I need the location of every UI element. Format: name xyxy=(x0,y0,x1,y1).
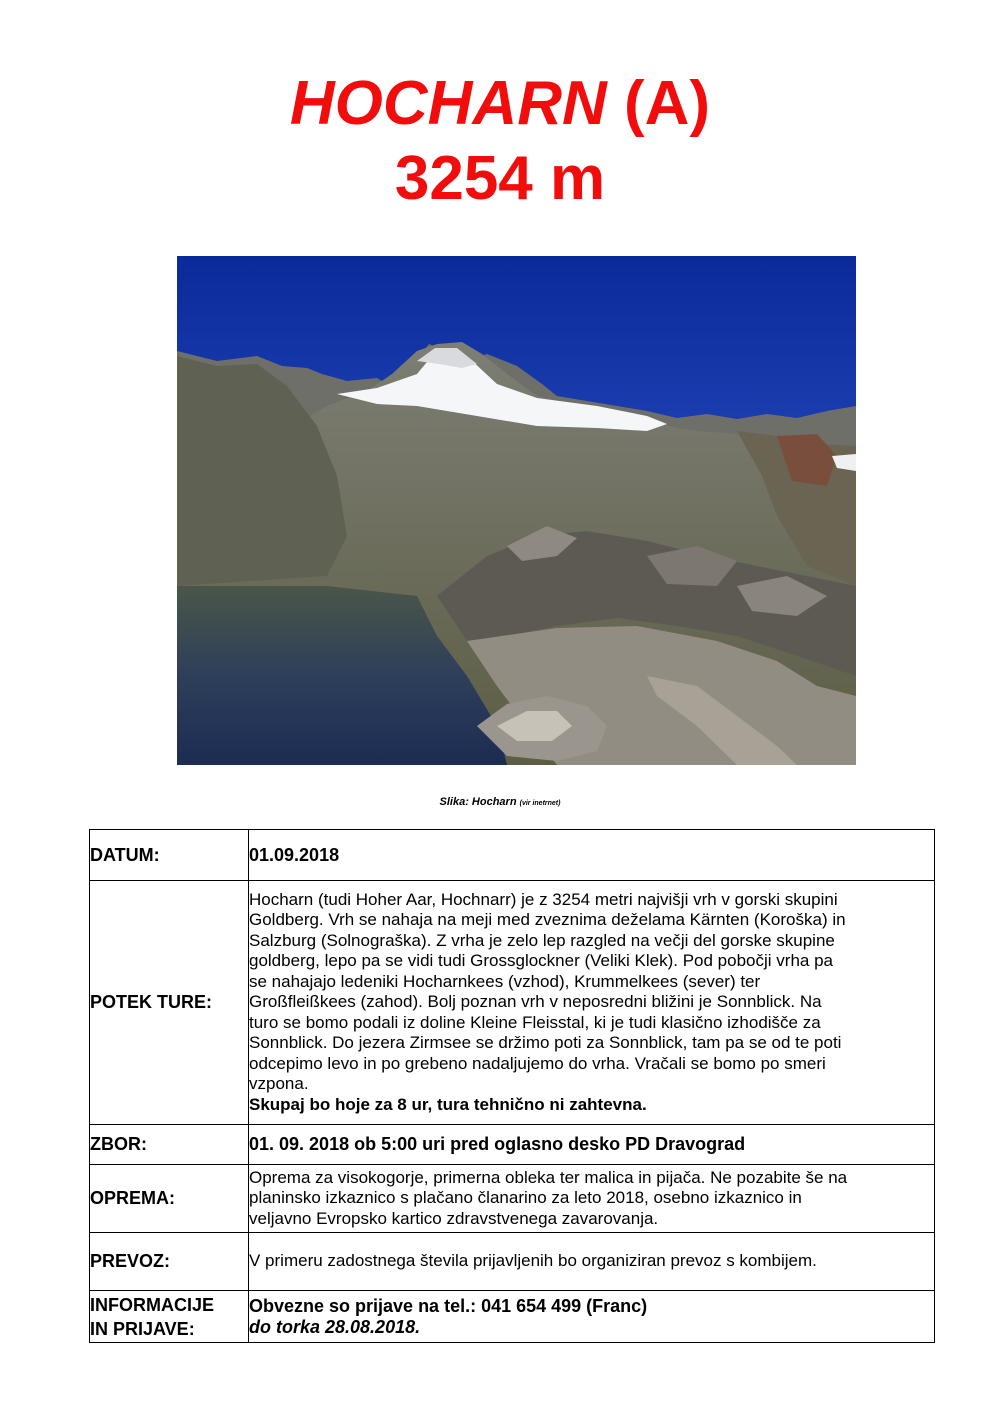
datum-label: DATUM: xyxy=(90,830,249,881)
datum-value: 01.09.2018 xyxy=(249,830,935,881)
tour-info-table xyxy=(89,829,935,1343)
row-datum xyxy=(90,830,935,881)
zbor-label: ZBOR: xyxy=(90,1125,249,1165)
row-informacije xyxy=(90,1291,935,1343)
potek-line: turo se bomo podali iz doline Kleine Fleisstal, ki je tudi klasično izhodišče za xyxy=(249,1012,821,1032)
photo-caption xyxy=(0,796,1000,808)
potek-summary: Skupaj bo hoje za 8 ur, tura tehnično ni zahtevna. xyxy=(249,1094,647,1114)
potek-line: goldberg, lepo pa se vidi tudi Grossglockner (Veliki Klek). Pod pobočji vrha pa xyxy=(249,951,833,971)
informacije-deadline: do torka 28.08.2018. xyxy=(249,1316,421,1337)
informacije-label-line: INFORMACIJE xyxy=(90,1294,215,1315)
potek-line: Salzburg (Solnograška). Z vrha je zelo lep razgled na večji del gorske skupine xyxy=(249,930,835,950)
potek-label: POTEK TURE: xyxy=(90,881,249,1125)
row-oprema xyxy=(90,1165,935,1233)
potek-line: Großfleißkees (zahod). Bolj poznan vrh v neposredni bližini je Sonnblick. Na xyxy=(249,992,822,1012)
prevoz-value: V primeru zadostnega števila prijavljenih bo organiziran prevoz s kombijem. xyxy=(249,1233,935,1291)
informacije-label xyxy=(90,1291,249,1343)
potek-line: odcepimo levo in po grebeno nadaljujemo do vrha. Vračali se bomo po smeri xyxy=(249,1053,826,1073)
mountain-photo xyxy=(177,256,856,765)
peak-country: (A) xyxy=(624,69,711,138)
informacije-label-line: IN PRIJAVE: xyxy=(90,1318,195,1339)
oprema-line: Oprema za visokogorje, primerna obleka ter malica in pijača. Ne pozabite še na xyxy=(249,1167,848,1187)
row-zbor xyxy=(90,1125,935,1165)
peak-altitude: 3254 m xyxy=(394,144,606,213)
prevoz-label: PREVOZ: xyxy=(90,1233,249,1291)
potek-line: se nahajajo ledeniki Hocharnkees (vzhod), Krummelkees (sever) ter xyxy=(249,971,761,991)
page-title xyxy=(0,69,1000,138)
oprema-value xyxy=(249,1165,935,1233)
potek-value xyxy=(249,881,935,1125)
potek-line: vzpona. xyxy=(249,1074,309,1094)
row-prevoz xyxy=(90,1233,935,1291)
potek-line: Hocharn (tudi Hoher Aar, Hochnarr) je z 3254 metri najvišji vrh v gorski skupini xyxy=(249,889,838,909)
informacije-phone: Obvezne so prijave na tel.: 041 654 499 (Franc) xyxy=(249,1296,648,1316)
potek-line: Goldberg. Vrh se nahaja na meji med zveznima deželama Kärnten (Koroška) in xyxy=(249,910,846,930)
oprema-line: veljavno Evropsko kartico zdravstvenega zavarovanja. xyxy=(249,1208,659,1228)
caption-source: (vir inetrnet) xyxy=(519,800,561,807)
oprema-line: planinsko izkaznico s plačano članarino za leto 2018, osebno izkaznico in xyxy=(249,1188,802,1208)
informacije-value xyxy=(249,1291,935,1343)
caption-text: Slika: Hocharn xyxy=(439,796,517,808)
row-potek xyxy=(90,881,935,1125)
peak-name: HOCHARN xyxy=(289,69,607,138)
oprema-label: OPREMA: xyxy=(90,1165,249,1233)
potek-line: Sonnblick. Do jezera Zirmsee se držimo poti za Sonnblick, tam pa se od te poti xyxy=(249,1033,842,1053)
zbor-value: 01. 09. 2018 ob 5:00 uri pred oglasno desko PD Dravograd xyxy=(249,1125,935,1165)
